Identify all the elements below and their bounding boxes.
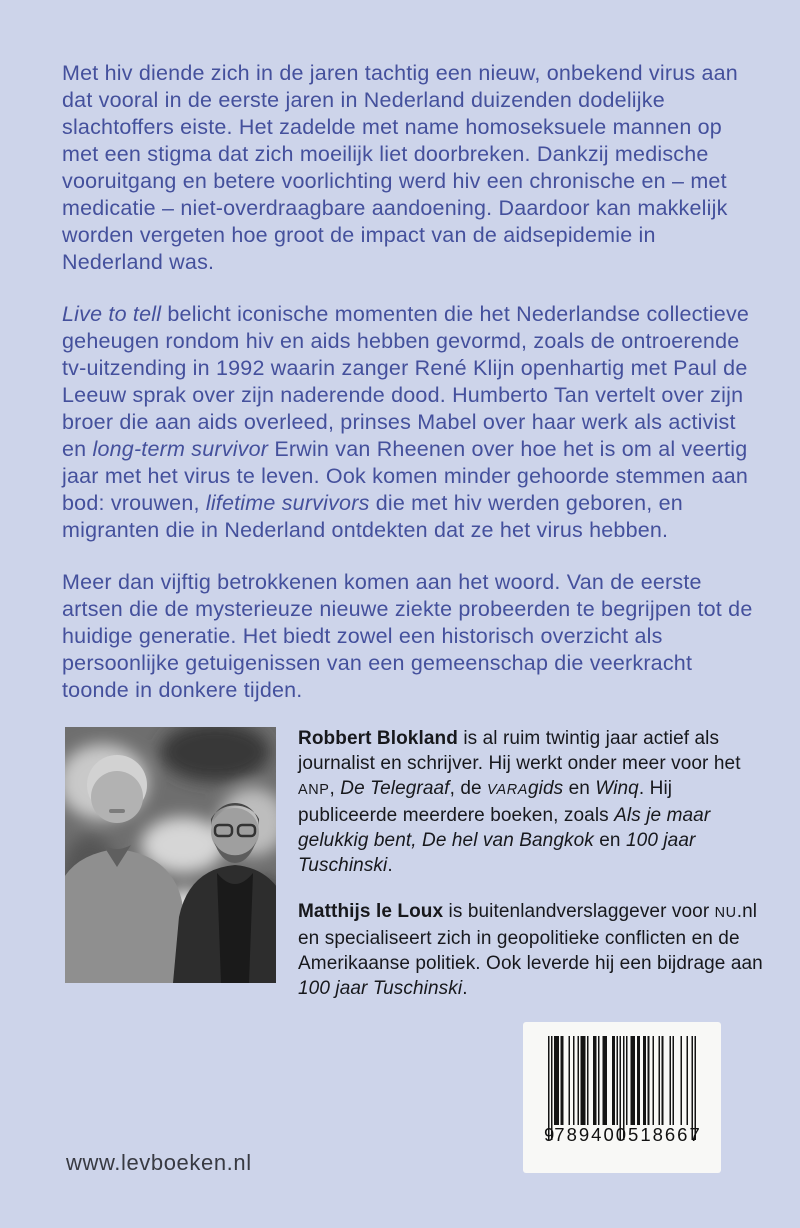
barcode-digit-group: 9 <box>544 1124 555 1145</box>
author-bio-matthijs-le-loux: Matthijs le Loux is buitenlandverslaggever voor NU.nl en specialiseert zich in geopolitieke conflicten en de Amerikaanse politiek. Ook leverde hij een bijdrage aan 100 jaar Tuschinski. <box>298 901 763 999</box>
barcode-digits <box>544 1125 700 1145</box>
barcode-digit-group: 789400 <box>554 1124 629 1145</box>
left-face <box>91 771 143 823</box>
author-bio-robbert-blokland: Robbert Blokland is al ruim twintig jaar actief als journalist en schrijver. Hij werkt onder meer voor het ANP, De Telegraaf, de VARAgids en Winq. Hij publiceerde meerdere boeken, zoals Als je maar gelukkig bent, De hel van Bangkok en 100 jaar Tuschinski. <box>298 728 741 876</box>
barcode <box>523 1022 721 1173</box>
author-bios <box>298 726 766 1022</box>
authors-photo <box>65 727 276 983</box>
left-mustache <box>109 809 125 813</box>
website-url: www.levboeken.nl <box>66 1150 252 1175</box>
right-shirt <box>217 873 253 983</box>
synopsis-paragraph-3: Meer dan vijftig betrokkenen komen aan het woord. Van de eerste artsen die de mysterieuze nieuwe ziekte probeerden te begrijpen tot de huidige generatie. Het biedt zowel een historisch overzicht als persoonlijke getuigenissen van een gemeenschap die veerkracht toonde in donkere tijden. <box>62 570 753 702</box>
synopsis-paragraph-2: Live to tell belicht iconische momenten die het Nederlandse collectieve geheugen rondom hiv en aids hebben gevormd, zoals de ontroerende tv-uitzending in 1992 waarin zanger René Klijn openhartig met Paul de Leeuw sprak over zijn naderende dood. Humberto Tan vertelt over zijn broer die aan aids overleed, prinses Mabel over haar werk als activist en long-term survivor Erwin van Rheenen over hoe het is om al veertig jaar met het virus te leven. Ook komen minder gehoorde stemmen aan bod: vrouwen, lifetime survivors die met hiv werden geboren, en migranten die in Nederland ontdekten dat ze het virus hebben. <box>62 302 750 542</box>
synopsis <box>62 60 762 729</box>
barcode-digit-group: 518667 <box>628 1124 702 1145</box>
synopsis-paragraph-1: Met hiv diende zich in de jaren tachtig een nieuw, onbekend virus aan dat vooral in de eerste jaren in Nederland duizenden dodelijke slachtoffers eiste. Het zadelde met name homoseksuele mannen op met een stigma dat zich moeilijk liet doorbreken. Dankzij medische vooruitgang en betere voorlichting werd hiv een chronische en – met medicatie – niet-overdraagbare aandoening. Daardoor kan makkelijk worden vergeten hoe groot de impact van de aidsepidemie in Nederland was. <box>62 61 738 274</box>
authors-photo-image <box>65 727 276 983</box>
